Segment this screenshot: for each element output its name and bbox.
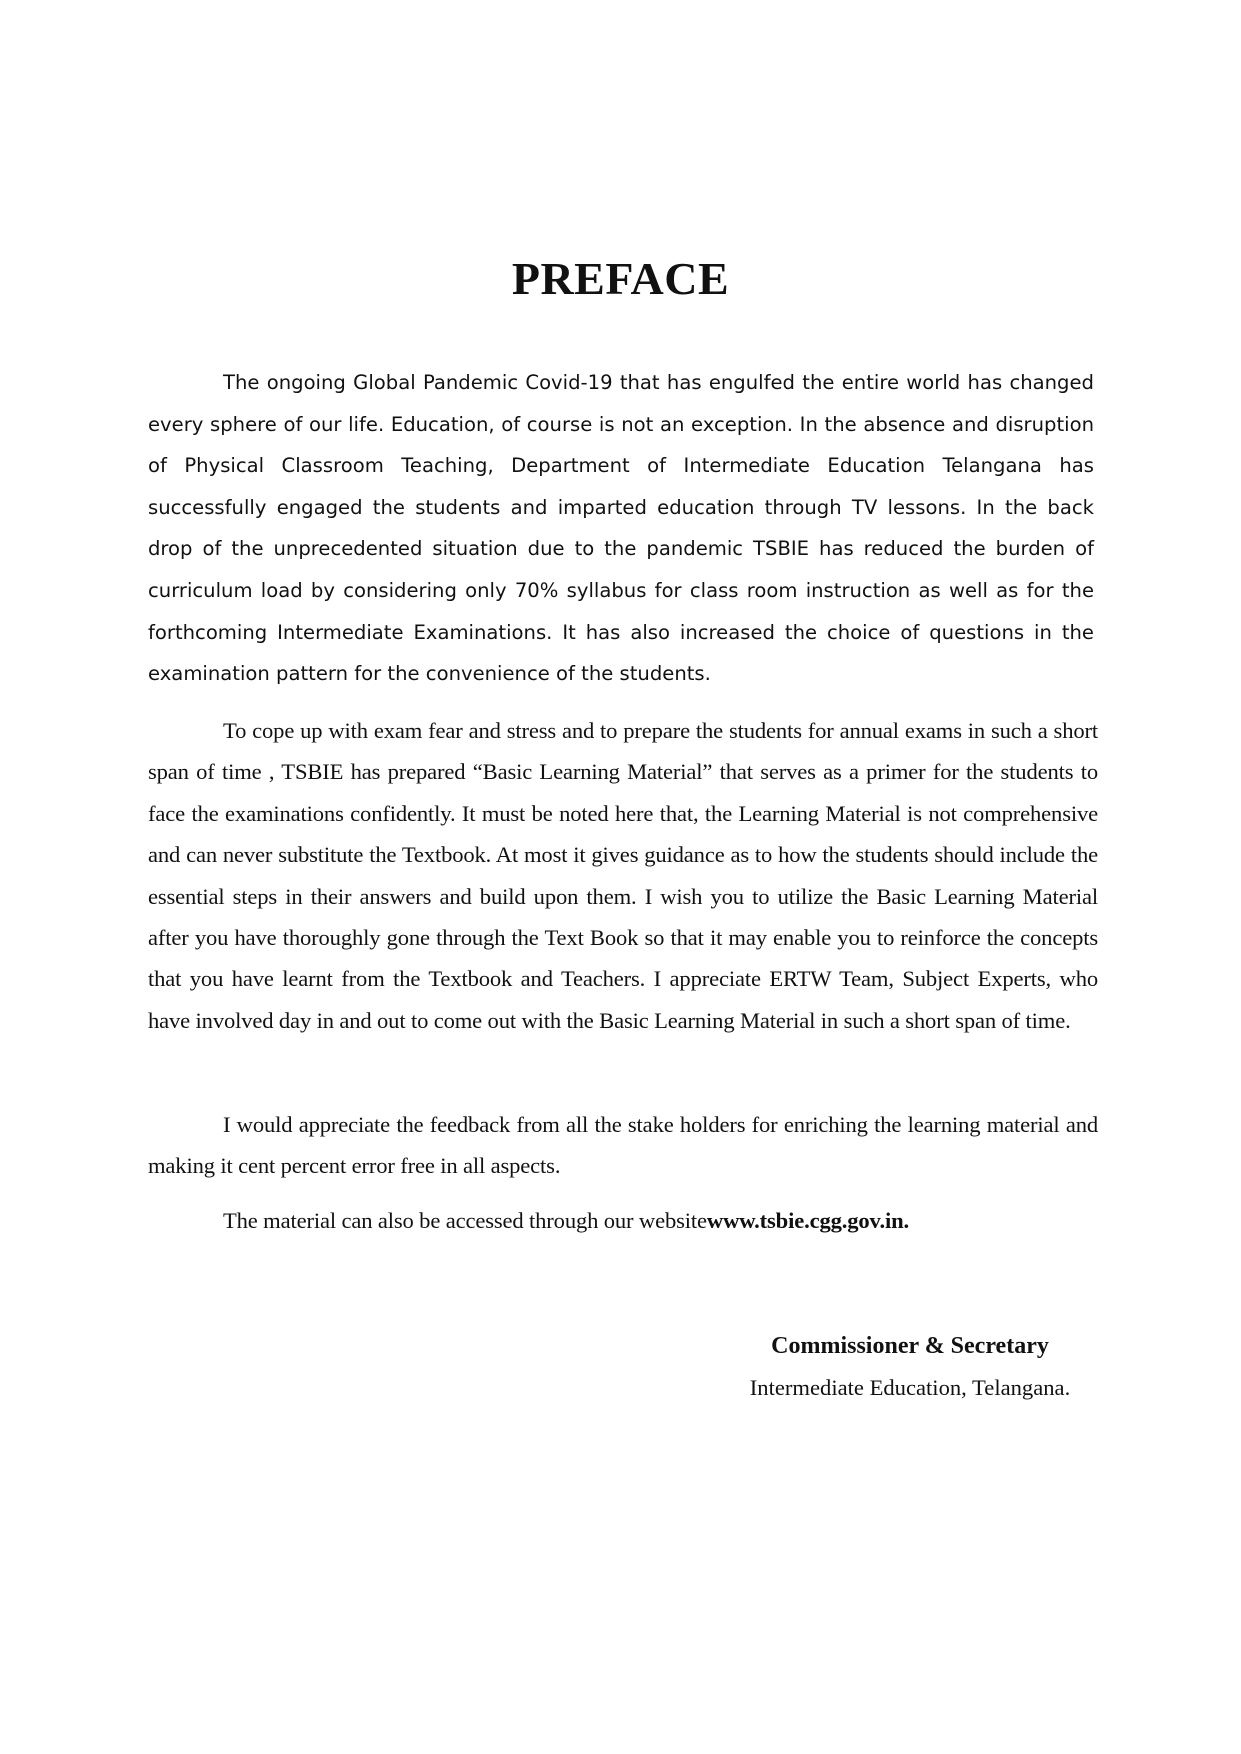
paragraph-learning-material: To cope up with exam fear and stress and to prepare the students for annual exams in such a short span of time , TSBIE has prepared “Basic Learning Material” that serves as a primer for the students to face the examinations confidently. It must be noted here that, the Learning Material is not comprehensive and can never substitute the Textbook. At most it gives guidance as to how the students should include the essential steps in their answers and build upon them. I wish you to utilize the Basic Learning Material after you have thoroughly gone through the Text Book so that it may enable you to reinforce the concepts that you have learnt from the Textbook and Teachers. I appreciate ERTW Team, Subject Experts, who have involved day in and out to come out with the Basic Learning Material in such a short span of time. (148, 718, 1098, 1033)
paragraph-pandemic: The ongoing Global Pandemic Covid-19 that has engulfed the entire world has changed every sphere of our life. Education, of course is not an exception. In the absence and disruption of Physical Classroom Teaching, Department of Intermediate Education Telangana has successfully engaged the students and imparted education through TV lessons. In the back drop of the unprecedented situation due to the pandemic TSBIE has reduced the burden of curriculum load by considering only 70% syllabus for class room instruction as well as for the forthcoming Intermediate Examinations. It has also increased the choice of questions in the examination pattern for the convenience of the students. (148, 371, 1094, 686)
signature-organization: Intermediate Education, Telangana. (749, 1375, 1071, 1400)
signature-block (690, 1325, 1130, 1409)
paragraph-website (148, 1200, 1098, 1241)
paragraph-feedback: I would appreciate the feedback from all the stake holders for enriching the learning material and making it cent percent error free in all aspects. (148, 1112, 1098, 1179)
website-intro-text: The material can also be accessed through our website (223, 1208, 707, 1233)
website-link[interactable]: www.tsbie.cgg.gov.in. (706, 1208, 909, 1233)
page-title: PREFACE (511, 253, 730, 304)
signature-role: Commissioner & Secretary (771, 1333, 1049, 1359)
